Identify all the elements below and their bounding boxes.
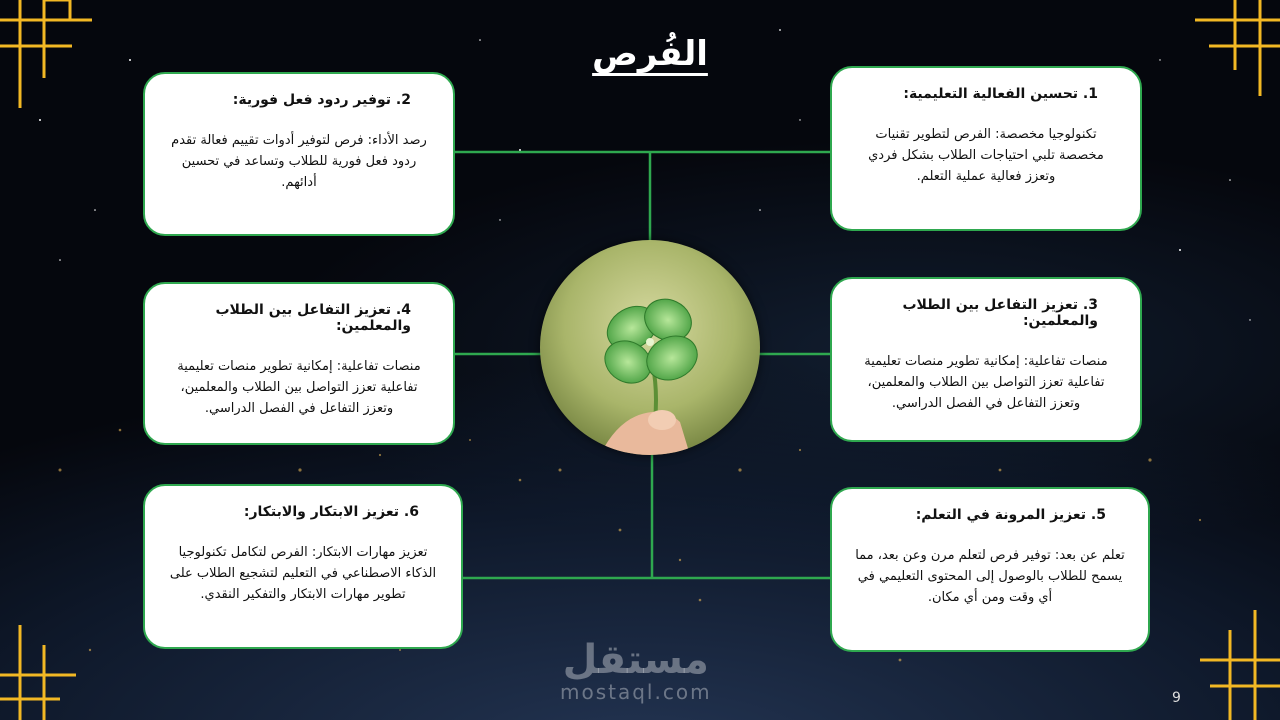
watermark <box>560 637 712 704</box>
card-title: 4. تعزيز التفاعل بين الطلاب والمعلمين: <box>215 302 411 334</box>
page-number: 9 <box>1172 690 1181 706</box>
card-text: تعزيز مهارات الابتكار: الفرص لتكامل تكنولوجيا الذكاء الاصطناعي في التعليم لتشجيع الطلاب على تطوير مهارات الابتكار والتفكير النقدي. <box>169 545 437 602</box>
card-6 <box>143 484 463 649</box>
watermark-arabic: مستقل <box>562 637 709 683</box>
card-1 <box>830 66 1142 231</box>
card-text: منصات تفاعلية: إمكانية تطوير منصات تعليمية تفاعلية تعزز التواصل بين الطلاب والمعلمين، وتعزز التفاعل في الفصل الدراسي. <box>864 354 1108 411</box>
card-text: منصات تفاعلية: إمكانية تطوير منصات تعليمية تفاعلية تعزز التواصل بين الطلاب والمعلمين، وتعزز التفاعل في الفصل الدراسي. <box>177 359 421 416</box>
slide-title: الفُرص <box>592 34 708 74</box>
card-title: 3. تعزيز التفاعل بين الطلاب والمعلمين: <box>902 297 1098 329</box>
card-title: 2. توفير ردود فعل فورية: <box>232 92 411 108</box>
card-text: رصد الأداء: فرص لتوفير أدوات تقييم فعالة تقدم ردود فعل فورية للطلاب وتساعد في تحسين أدائهم. <box>171 133 427 190</box>
card-text: تكنولوجيا مخصصة: الفرص لتطوير تقنيات مخصصة تلبي احتياجات الطلاب بشكل فردي وتعزز فعالية عملية التعلم. <box>868 127 1104 184</box>
card-3 <box>830 277 1142 442</box>
watermark-latin: mostaql.com <box>560 680 712 704</box>
card-4 <box>143 282 455 445</box>
clover-image <box>540 240 760 455</box>
card-title: 1. تحسين الفعالية التعليمية: <box>903 86 1098 102</box>
card-title: 6. تعزيز الابتكار والابتكار: <box>243 504 419 520</box>
card-text: تعلم عن بعد: توفير فرص لتعلم مرن وعن بعد، مما يسمح للطلاب بالوصول إلى المحتوى التعليمي في أي وقت ومن أي مكان. <box>855 548 1125 605</box>
card-title: 5. تعزيز المرونة في التعلم: <box>915 507 1106 523</box>
card-5 <box>830 487 1150 652</box>
card-2 <box>143 72 455 236</box>
